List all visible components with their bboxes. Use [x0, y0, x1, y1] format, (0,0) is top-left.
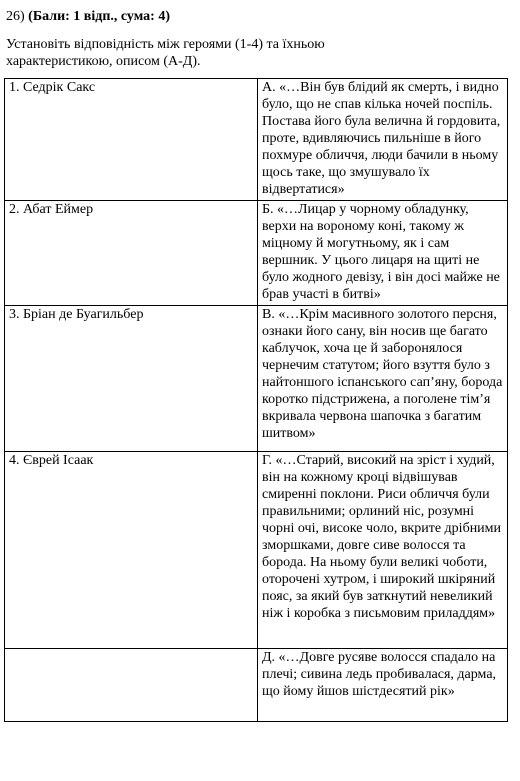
table-row	[5, 79, 508, 201]
hero-cell: 4. Єврей Ісаак	[5, 452, 258, 649]
hero-cell: 1. Седрік Сакс	[5, 79, 258, 201]
table-row	[5, 201, 508, 306]
description-cell: Г. «…Старий, високий на зріст і худий, він на кожному кроці відвішував смиренні поклони. Риси обличчя були правильними; орлиний ніс, розумні чорні очі, високе чоло, вкрите дрібними зморшками, довге сиве волосся та борода. На ньому були великі чоботи, оторочені хутром, і широкий шкіряний пояс, за який був заткнутий невеликий ніж і коробка з письмовим приладдям»	[258, 452, 508, 649]
description-cell: Д. «…Довге русяве волосся спадало на плечі; сивина ледь пробивалася, дарма, що йому йшов шістдесятий рік»	[258, 649, 508, 722]
matching-table	[4, 78, 508, 722]
question-points: (Бали: 1 відп., сума: 4)	[28, 9, 171, 24]
question-number: 26)	[6, 9, 25, 24]
description-cell: Б. «…Лицар у чорному обладунку, верхи на вороному коні, такому ж міцному й могутньому, як і сам вершник. У цього лицаря на щиті не було жодного девізу, і він досі майже не брав участі в битві»	[258, 201, 508, 306]
table-row	[5, 649, 508, 722]
hero-cell: 3. Бріан де Буагильбер	[5, 306, 258, 452]
hero-cell: 2. Абат Еймер	[5, 201, 258, 306]
question-instructions: Установіть відповідність між героями (1-4) та їхньою характеристикою, описом (А-Д).	[6, 37, 325, 69]
hero-cell-empty	[5, 649, 258, 722]
table-row	[5, 306, 508, 452]
description-cell: В. «…Крім масивного золотого персня, ознаки його сану, він носив ще багато каблучок, хоча це й заборонялося чернечим статутом; його взуття було з найтоншого іспанського сап’яну, борода коротко підстрижена, а поголене тім’я вкривала червона шапочка з багатим шитвом»	[258, 306, 508, 452]
table-row	[5, 452, 508, 649]
question-header	[6, 8, 170, 26]
description-cell: А. «…Він був блідий як смерть, і видно було, що не спав кілька ночей поспіль. Постава його була велична й гордовита, проте, вдивляючись пильніше в його похмуре обличчя, люди бачили в ньому щось таке, що змушувало їх відвертатися»	[258, 79, 508, 201]
